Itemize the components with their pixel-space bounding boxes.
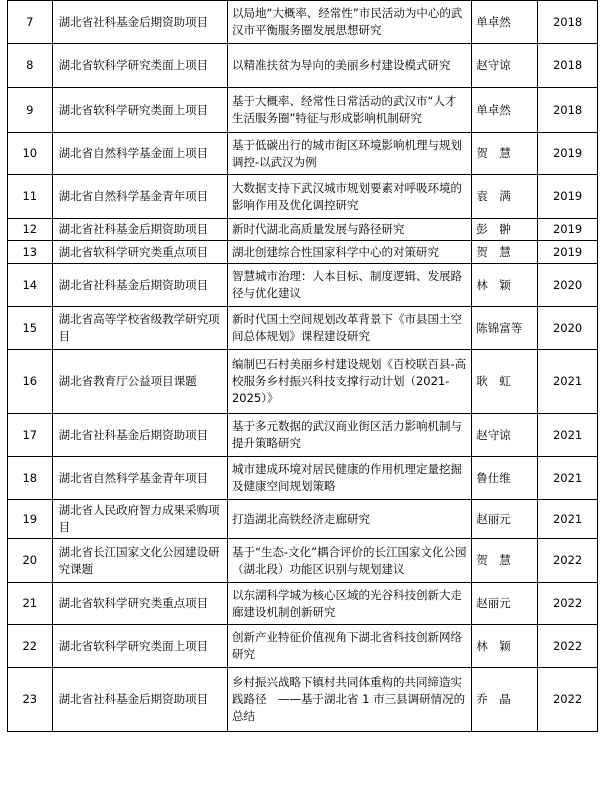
table-row — [8, 175, 598, 219]
project-leader: 贺 慧 — [472, 539, 538, 583]
project-leader: 耿 虹 — [472, 350, 538, 414]
project-title: 乡村振兴战略下镇村共同体重构的共同缔造实践路径 ——基于湖北省 1 市三县调研情况的总结 — [227, 668, 471, 732]
project-leader: 林 颖 — [472, 625, 538, 668]
project-type: 湖北省教育厅公益项目课题 — [52, 350, 227, 414]
table-row — [8, 457, 598, 500]
project-type: 湖北省社科基金后期资助项目 — [52, 668, 227, 732]
project-type: 湖北省自然科学基金青年项目 — [52, 175, 227, 219]
project-type: 湖北省软科学研究类重点项目 — [52, 241, 227, 264]
table-row — [8, 668, 598, 732]
project-type: 湖北省社科基金后期资助项目 — [52, 414, 227, 457]
project-title: 创新产业特征价值视角下湖北省科技创新网络研究 — [227, 625, 471, 668]
project-leader: 赵丽元 — [472, 583, 538, 625]
row-number: 20 — [8, 539, 53, 583]
project-year: 2019 — [538, 219, 598, 241]
table-row — [8, 133, 598, 175]
project-year: 2022 — [538, 668, 598, 732]
project-title: 基于“生态-文化”耦合评价的长江国家文化公园（湖北段）功能区识别与规划建议 — [227, 539, 471, 583]
project-year: 2020 — [538, 307, 598, 350]
table-row — [8, 88, 598, 133]
project-year: 2018 — [538, 44, 598, 88]
row-number: 9 — [8, 88, 53, 133]
row-number: 10 — [8, 133, 53, 175]
row-number: 22 — [8, 625, 53, 668]
project-leader: 袁 满 — [472, 175, 538, 219]
row-number: 19 — [8, 500, 53, 539]
table-row — [8, 44, 598, 88]
project-leader: 鲁仕维 — [472, 457, 538, 500]
table-row — [8, 264, 598, 307]
project-year: 2022 — [538, 625, 598, 668]
project-year: 2022 — [538, 539, 598, 583]
project-title: 大数据支持下武汉城市规划要素对呼吸环境的影响作用及优化调控研究 — [227, 175, 471, 219]
project-year: 2018 — [538, 1, 598, 44]
project-year: 2021 — [538, 500, 598, 539]
row-number: 18 — [8, 457, 53, 500]
project-type: 湖北省社科基金后期资助项目 — [52, 264, 227, 307]
project-title: 智慧城市治理：人本目标、制度逻辑、发展路径与优化建议 — [227, 264, 471, 307]
project-year: 2019 — [538, 133, 598, 175]
project-leader: 单卓然 — [472, 88, 538, 133]
row-number: 13 — [8, 241, 53, 264]
project-leader: 贺 慧 — [472, 241, 538, 264]
project-year: 2021 — [538, 350, 598, 414]
table-row — [8, 625, 598, 668]
project-year: 2019 — [538, 241, 598, 264]
row-number: 11 — [8, 175, 53, 219]
project-title: 新时代湖北高质量发展与路径研究 — [227, 219, 471, 241]
row-number: 16 — [8, 350, 53, 414]
project-title: 基于低碳出行的城市街区环境影响机理与规划调控-以武汉为例 — [227, 133, 471, 175]
project-leader: 林 颖 — [472, 264, 538, 307]
project-leader: 赵守谅 — [472, 414, 538, 457]
project-year: 2021 — [538, 414, 598, 457]
project-type: 湖北省软科学研究类面上项目 — [52, 44, 227, 88]
project-title: 编制巴石村美丽乡村建设规划《百校联百县-高校服务乡村振兴科技支撑行动计划（2021-2025）》 — [227, 350, 471, 414]
project-type: 湖北省软科学研究类面上项目 — [52, 625, 227, 668]
row-number: 15 — [8, 307, 53, 350]
row-number: 12 — [8, 219, 53, 241]
table-row — [8, 241, 598, 264]
project-leader: 赵守谅 — [472, 44, 538, 88]
project-year: 2018 — [538, 88, 598, 133]
project-leader: 乔 晶 — [472, 668, 538, 732]
project-leader: 赵丽元 — [472, 500, 538, 539]
table-row — [8, 539, 598, 583]
row-number: 7 — [8, 1, 53, 44]
project-title: 打造湖北高铁经济走廊研究 — [227, 500, 471, 539]
project-type: 湖北省自然科学基金青年项目 — [52, 457, 227, 500]
project-type: 湖北省社科基金后期资助项目 — [52, 1, 227, 44]
project-type: 湖北省软科学研究类面上项目 — [52, 88, 227, 133]
table-row — [8, 1, 598, 44]
project-title: 基于多元数据的武汉商业街区活力影响机制与提升策略研究 — [227, 414, 471, 457]
project-type: 湖北省人民政府智力成果采购项目 — [52, 500, 227, 539]
table-row — [8, 414, 598, 457]
project-title: 基于大概率、经常性日常活动的武汉市“人才生活服务圈”特征与形成影响机制研究 — [227, 88, 471, 133]
project-type: 湖北省高等学校省级教学研究项目 — [52, 307, 227, 350]
project-title: 以东湖科学城为核心区域的光谷科技创新大走廊建设机制创新研究 — [227, 583, 471, 625]
row-number: 23 — [8, 668, 53, 732]
project-type: 湖北省长江国家文化公园建设研究课题 — [52, 539, 227, 583]
table-row — [8, 583, 598, 625]
project-title: 城市建成环境对居民健康的作用机理定量挖掘及健康空间规划策略 — [227, 457, 471, 500]
projects-table-body — [8, 1, 598, 732]
project-year: 2022 — [538, 583, 598, 625]
project-title: 新时代国土空间规划改革背景下《市县国土空间总体规划》课程建设研究 — [227, 307, 471, 350]
project-title: 以局地“大概率、经常性”市民活动为中心的武汉市平衡服务圈发展思想研究 — [227, 1, 471, 44]
project-type: 湖北省软科学研究类重点项目 — [52, 583, 227, 625]
table-row — [8, 219, 598, 241]
project-leader: 贺 慧 — [472, 133, 538, 175]
project-type: 湖北省自然科学基金面上项目 — [52, 133, 227, 175]
table-row — [8, 500, 598, 539]
project-title: 以精准扶贫为导向的美丽乡村建设模式研究 — [227, 44, 471, 88]
project-year: 2019 — [538, 175, 598, 219]
project-leader: 单卓然 — [472, 1, 538, 44]
project-year: 2020 — [538, 264, 598, 307]
project-year: 2021 — [538, 457, 598, 500]
project-type: 湖北省社科基金后期资助项目 — [52, 219, 227, 241]
row-number: 8 — [8, 44, 53, 88]
row-number: 17 — [8, 414, 53, 457]
table-row — [8, 307, 598, 350]
projects-table — [7, 0, 598, 732]
row-number: 21 — [8, 583, 53, 625]
row-number: 14 — [8, 264, 53, 307]
project-leader: 陈锦富等 — [472, 307, 538, 350]
project-title: 湖北创建综合性国家科学中心的对策研究 — [227, 241, 471, 264]
project-leader: 彭 翀 — [472, 219, 538, 241]
table-row — [8, 350, 598, 414]
